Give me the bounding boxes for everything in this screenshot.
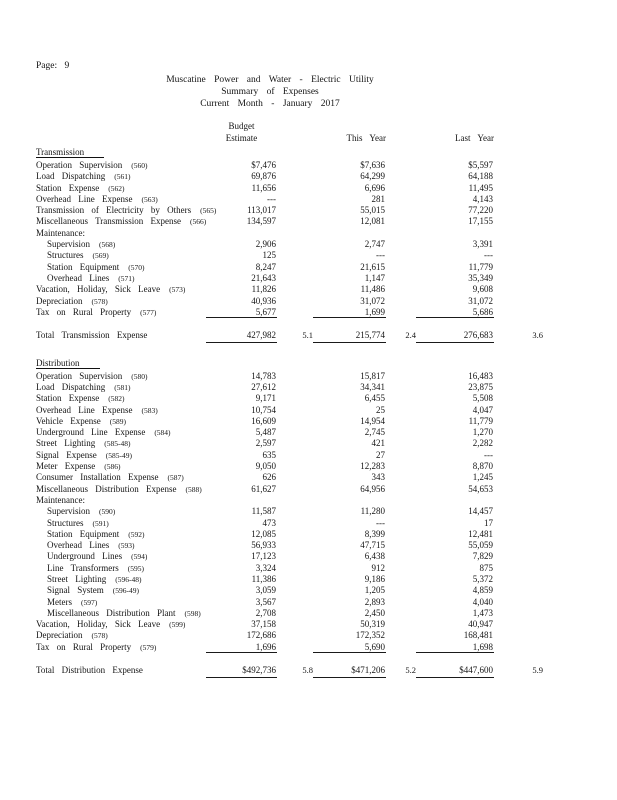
budget-estimate-value: 11,587 (251, 506, 276, 517)
account-number: (578) (91, 631, 108, 641)
account-number: (570) (128, 262, 145, 272)
last-year-value: 35,349 (468, 272, 493, 283)
expense-row (36, 296, 543, 307)
report-sections (36, 147, 543, 679)
last-year-value: 12,481 (468, 528, 493, 539)
last-year-value: --- (484, 449, 493, 460)
expense-row (36, 194, 543, 205)
total-budget-percent: 5.8 (302, 664, 313, 675)
expense-row-label: Depreciation (36, 295, 83, 306)
total-this-year: $471,206 (313, 665, 386, 678)
last-year-value: 9,608 (472, 284, 493, 295)
this-year-value: 34,341 (360, 381, 385, 392)
expense-row (36, 484, 543, 495)
last-year-value: 4,859 (472, 585, 493, 596)
expense-row (36, 574, 543, 585)
expense-row-label: Depreciation (36, 630, 83, 641)
expense-row (36, 307, 543, 318)
last-year-value: 54,653 (468, 483, 493, 494)
expense-row (36, 371, 543, 382)
budget-estimate-value: 14,783 (251, 370, 276, 381)
this-year-value: 15,817 (360, 370, 385, 381)
account-number: (594) (131, 552, 148, 562)
expense-row (36, 273, 543, 284)
last-year-value: 5,372 (472, 574, 493, 584)
this-year-value: 25 (376, 404, 385, 415)
budget-estimate-value: 2,708 (255, 607, 276, 618)
last-year-value: 168,481 (463, 630, 493, 641)
expense-row-label: Signal System (47, 585, 104, 596)
total-row (36, 665, 543, 679)
last-year-value: 1,245 (472, 472, 493, 483)
budget-estimate-value: 635 (262, 449, 276, 460)
budget-estimate-value: 1,696 (206, 642, 277, 653)
expense-row-label: Supervision (47, 239, 91, 250)
this-year-value: 6,438 (364, 551, 385, 562)
total-row-label: Total Distribution Expense (36, 664, 143, 675)
budget-estimate-value: 2,597 (255, 438, 276, 449)
last-year-value: 1,473 (472, 607, 493, 618)
expense-row (36, 405, 543, 416)
report-title-block (0, 74, 540, 111)
account-number: (561) (114, 172, 131, 182)
expense-row (36, 183, 543, 194)
this-year-value: 50,319 (360, 619, 385, 630)
expense-row-label: Tax on Rural Property (36, 641, 132, 652)
expense-row-label: Vacation, Holiday, Sick Leave (36, 284, 161, 295)
budget-estimate-value: 2,906 (255, 239, 276, 250)
this-year-value: 64,299 (360, 171, 385, 182)
last-year-value: 17,155 (468, 216, 493, 227)
last-year-value: 77,220 (468, 205, 493, 216)
account-number: (595) (127, 563, 144, 573)
budget-estimate-value: 3,324 (255, 562, 276, 573)
expense-row-label: Overhead Lines (47, 540, 110, 551)
expense-row-label: Street Lighting (36, 438, 96, 449)
expense-row (36, 597, 543, 608)
last-year-value: 5,686 (416, 307, 494, 318)
expense-row (36, 205, 543, 216)
budget-estimate-value: 61,627 (251, 483, 276, 494)
this-year-value: 2,893 (364, 596, 385, 607)
this-year-value: 31,072 (360, 295, 385, 306)
budget-estimate-value: 21,643 (251, 272, 276, 283)
last-year-value: --- (484, 250, 493, 261)
this-year-value: 8,399 (364, 528, 385, 539)
expense-row-label: Underground Lines (47, 551, 123, 562)
expense-row (36, 416, 543, 427)
budget-estimate-value: 11,656 (251, 182, 276, 193)
expense-row (36, 563, 543, 574)
budget-estimate-value: 56,933 (251, 540, 276, 551)
last-year-value: 5,508 (472, 393, 493, 404)
budget-estimate-value: 17,123 (251, 551, 276, 562)
last-year-value: 4,143 (472, 193, 493, 204)
this-year-value: 6,455 (364, 393, 385, 404)
last-year-value: 1,698 (416, 642, 494, 653)
this-year-value: 5,690 (313, 642, 386, 653)
account-number: (578) (91, 296, 108, 306)
expense-row-label: Overhead Line Expense (36, 404, 133, 415)
this-year-value: 1,147 (364, 272, 385, 283)
expense-row-label: Transmission of Electricity by Others (36, 205, 192, 216)
budget-estimate-value: 9,171 (255, 393, 276, 404)
account-number: (560) (131, 161, 148, 170)
budget-estimate-value: 172,686 (246, 630, 276, 641)
budget-estimate-value: 134,597 (246, 216, 276, 227)
section-transmission (36, 147, 543, 344)
account-number: (583) (141, 405, 158, 415)
expense-row-label: Miscellaneous Distribution Plant (47, 607, 176, 618)
last-year-value: 64,188 (468, 171, 493, 182)
expense-row-label: Load Dispatching (36, 381, 106, 392)
expense-row-label: Meters (47, 596, 72, 607)
this-year-value: 2,450 (364, 607, 385, 618)
account-number: (585-48) (104, 439, 131, 449)
last-year-value: $5,597 (468, 160, 493, 170)
last-year-value: 16,483 (468, 370, 493, 381)
expense-table (36, 121, 543, 679)
expense-row-label: Miscellaneous Distribution Expense (36, 483, 177, 494)
this-year-value: --- (376, 517, 385, 528)
expense-row-label: Vehicle Expense (36, 415, 101, 426)
expense-row (36, 495, 543, 506)
account-number: (599) (169, 620, 186, 630)
account-number: (581) (114, 382, 131, 392)
this-year-value: 47,715 (360, 540, 385, 551)
expense-row (36, 427, 543, 438)
section-distribution (36, 358, 543, 679)
budget-estimate-value: 27,612 (251, 381, 276, 392)
this-year-value: 2,747 (364, 239, 385, 250)
account-number: (571) (118, 273, 135, 283)
last-year-value: 23,875 (468, 381, 493, 392)
last-year-value: 11,495 (468, 182, 493, 193)
expense-row-label: Structures (47, 250, 84, 261)
column-header-budget: Budget (228, 121, 255, 131)
expense-row-label: Operation Supervision (36, 160, 123, 170)
budget-estimate-value: 69,876 (251, 171, 276, 182)
budget-estimate-value: 9,050 (255, 461, 276, 472)
total-last-year-percent: 3.6 (532, 329, 543, 340)
page-number-value: 9 (64, 61, 70, 71)
budget-estimate-value: 3,567 (255, 596, 276, 607)
expense-row-label: Consumer Installation Expense (36, 472, 159, 483)
last-year-value: 11,779 (468, 415, 493, 426)
account-number: (587) (167, 473, 184, 483)
expense-row-label: Maintenance: (36, 227, 85, 238)
report-subtitle: Summary of Expenses (221, 87, 319, 98)
last-year-value: 8,870 (472, 461, 493, 472)
account-number: (597) (81, 597, 98, 607)
expense-row (36, 518, 543, 529)
budget-estimate-value: 473 (262, 517, 276, 528)
section-heading (36, 358, 543, 371)
budget-estimate-value: 10,754 (251, 404, 276, 415)
this-year-value: 12,283 (360, 461, 385, 472)
expense-row (36, 630, 543, 641)
this-year-value: 172,352 (355, 630, 385, 641)
budget-estimate-value: 40,936 (251, 295, 276, 306)
this-year-value: 912 (371, 562, 385, 573)
expense-row (36, 262, 543, 273)
page-number-label: Page: (36, 61, 58, 71)
budget-estimate-value: 5,487 (255, 427, 276, 438)
account-number: (569) (92, 251, 109, 261)
this-year-value: 11,280 (360, 506, 385, 517)
this-year-value: 21,615 (360, 261, 385, 272)
expense-row (36, 619, 543, 630)
last-year-value: 31,072 (468, 295, 493, 306)
column-header-this-year: This Year (346, 133, 386, 143)
account-number: (562) (108, 183, 125, 193)
this-year-value: 281 (371, 193, 385, 204)
expense-row (36, 438, 543, 449)
this-year-value: 1,699 (313, 307, 386, 318)
last-year-value: 4,047 (472, 404, 493, 415)
total-last-year: $447,600 (416, 665, 494, 678)
expense-row (36, 393, 543, 404)
budget-estimate-value: 626 (262, 472, 276, 483)
account-number: (596-49) (112, 586, 140, 596)
account-number: (584) (154, 428, 171, 438)
account-number: (598) (184, 608, 201, 618)
last-year-value: 3,391 (472, 239, 493, 250)
this-year-value: 9,186 (364, 574, 385, 584)
budget-estimate-value: 11,826 (251, 284, 276, 295)
expense-row (36, 472, 543, 483)
account-number: (585-49) (105, 450, 132, 460)
column-header-estimate: Estimate (225, 133, 258, 143)
expense-row-label: Maintenance: (36, 494, 85, 505)
expense-row-label: Overhead Line Expense (36, 193, 133, 204)
this-year-value: $7,636 (360, 160, 385, 170)
expense-row (36, 506, 543, 517)
this-year-value: 2,745 (364, 427, 385, 438)
budget-estimate-value: 125 (262, 250, 276, 261)
expense-row (36, 551, 543, 562)
total-row-label: Total Transmission Expense (36, 329, 148, 340)
total-budget-estimate: $492,736 (206, 665, 277, 678)
last-year-value: 17 (484, 517, 493, 528)
account-number: (596-48) (115, 575, 142, 584)
this-year-value: 1,205 (364, 585, 385, 596)
expense-row-label: Supervision (47, 506, 91, 517)
last-year-value: 55,059 (468, 540, 493, 551)
expense-row (36, 461, 543, 472)
total-this-year-percent: 5.2 (405, 664, 416, 675)
account-number: (592) (128, 529, 145, 539)
expense-row-label: Station Expense (36, 393, 100, 404)
budget-estimate-value: 12,085 (251, 528, 276, 539)
this-year-value: 27 (376, 449, 385, 460)
total-this-year-percent: 2.4 (405, 329, 416, 340)
account-number: (582) (108, 394, 125, 404)
this-year-value: --- (376, 250, 385, 261)
last-year-value: 11,779 (468, 261, 493, 272)
account-number: (591) (92, 518, 109, 528)
this-year-value: 11,486 (360, 284, 385, 295)
expense-row-label: Overhead Lines (47, 272, 110, 283)
expense-row (36, 642, 543, 653)
expense-row (36, 250, 543, 261)
expense-row (36, 216, 543, 227)
account-number: (586) (104, 462, 121, 472)
budget-estimate-value: 16,609 (251, 415, 276, 426)
account-number: (565) (200, 206, 217, 216)
expense-row-label: Operation Supervision (36, 370, 123, 381)
expense-row (36, 608, 543, 619)
budget-estimate-value: 5,677 (206, 307, 277, 318)
report-period: Current Month - January 2017 (200, 99, 340, 110)
this-year-value: 55,015 (360, 205, 385, 216)
expense-row (36, 382, 543, 393)
last-year-value: 875 (479, 562, 493, 573)
budget-estimate-value: 113,017 (247, 205, 276, 216)
expense-row (36, 450, 543, 461)
account-number: (573) (169, 285, 186, 295)
last-year-value: 1,270 (472, 427, 493, 438)
expense-row-label: Meter Expense (36, 461, 96, 472)
account-number: (579) (140, 642, 157, 652)
budget-estimate-value: --- (267, 193, 276, 204)
expense-row (36, 585, 543, 596)
total-budget-percent: 5.1 (302, 329, 313, 340)
expense-row-label: Line Transformers (47, 562, 119, 573)
expense-row-label: Tax on Rural Property (36, 306, 132, 317)
budget-estimate-value: 3,059 (255, 585, 276, 596)
expense-row-label: Station Expense (36, 182, 100, 193)
section-heading (36, 147, 543, 160)
section-heading-label: Transmission (36, 147, 104, 158)
expense-row-label: Underground Line Expense (36, 427, 146, 438)
account-number: (580) (131, 371, 148, 381)
expense-row-label: Load Dispatching (36, 171, 106, 182)
this-year-value: 6,696 (364, 182, 385, 193)
account-number: (590) (99, 507, 116, 517)
total-last-year-percent: 5.9 (532, 664, 543, 675)
last-year-value: 14,457 (468, 506, 493, 517)
expense-row (36, 239, 543, 250)
total-last-year: 276,683 (416, 330, 494, 343)
account-number: (589) (109, 416, 126, 426)
total-row (36, 330, 543, 344)
expense-row-label: Structures (47, 517, 84, 528)
total-this-year: 215,774 (313, 330, 386, 343)
page-number (36, 61, 69, 71)
section-heading-label: Distribution (36, 358, 100, 369)
this-year-value: 421 (371, 438, 385, 449)
budget-estimate-value: 8,247 (255, 261, 276, 272)
account-number: (593) (118, 541, 135, 551)
expense-row-label: Vacation, Holiday, Sick Leave (36, 619, 161, 630)
expense-row (36, 284, 543, 295)
expense-row-label: Signal Expense (36, 449, 97, 460)
total-budget-estimate: 427,982 (206, 330, 277, 343)
budget-estimate-value: 37,158 (251, 619, 276, 630)
expense-row (36, 540, 543, 551)
account-number: (588) (185, 484, 202, 494)
budget-estimate-value: $7,476 (251, 160, 276, 170)
account-number: (563) (141, 194, 158, 204)
column-header-row-1 (36, 121, 543, 133)
last-year-value: 40,947 (468, 619, 493, 630)
this-year-value: 343 (371, 472, 385, 483)
expense-row (36, 529, 543, 540)
expense-row-label: Station Equipment (47, 528, 120, 539)
this-year-value: 14,954 (360, 415, 385, 426)
expense-row (36, 160, 543, 171)
column-header-row-2 (36, 133, 543, 145)
account-number: (568) (99, 240, 116, 250)
last-year-value: 7,829 (472, 551, 493, 562)
this-year-value: 12,081 (360, 216, 385, 227)
expense-row-label: Station Equipment (47, 261, 120, 272)
expense-row-label: Street Lighting (47, 574, 107, 584)
last-year-value: 2,282 (472, 438, 493, 449)
budget-estimate-value: 11,386 (251, 574, 276, 584)
this-year-value: 64,956 (360, 483, 385, 494)
expense-row (36, 228, 543, 239)
report-title: Muscatine Power and Water - Electric Utility (166, 75, 374, 85)
column-header-last-year: Last Year (455, 133, 494, 143)
last-year-value: 4,040 (472, 596, 493, 607)
account-number: (566) (190, 217, 207, 227)
expense-row-label: Miscellaneous Transmission Expense (36, 216, 181, 227)
expense-row (36, 171, 543, 182)
account-number: (577) (140, 307, 157, 317)
